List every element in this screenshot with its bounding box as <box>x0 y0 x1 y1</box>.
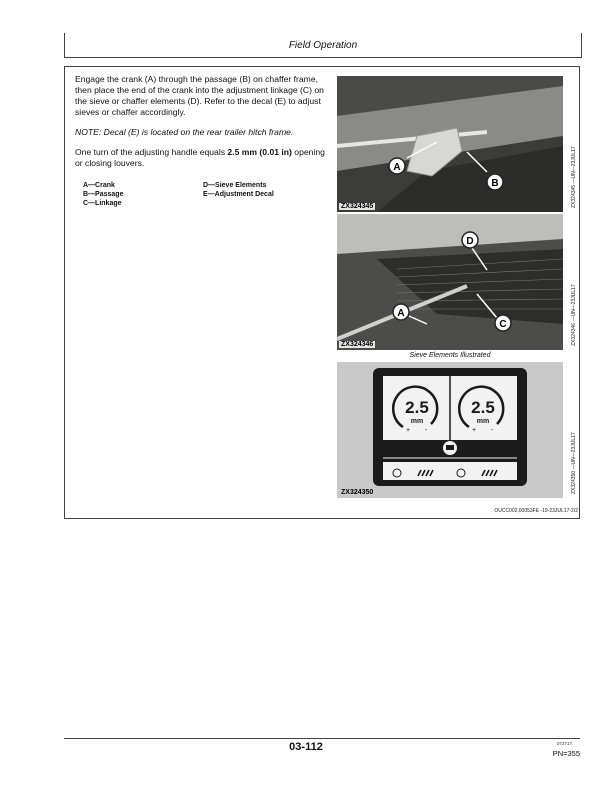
part-number: PN=355 <box>552 749 580 758</box>
legend-e: E—Adjustment Decal <box>203 191 274 198</box>
instruction-text <box>75 74 325 178</box>
svg-text:+: + <box>405 427 411 434</box>
figure-crank-passage <box>337 76 563 212</box>
page-number: 03-112 <box>289 741 323 753</box>
svg-text:-: - <box>424 427 428 434</box>
legend-c: C—Linkage <box>83 200 122 207</box>
svg-text:A: A <box>393 162 401 173</box>
paragraph-turn: One turn of the adjusting handle equals 2.5 mm (0.01 in) opening or closing louvers. <box>75 147 325 168</box>
decal-value-left: 2.5 <box>405 398 429 417</box>
svg-text:+: + <box>471 427 477 434</box>
reference-code: OUCC002,00053FE -19-23JUL17-2/2 <box>494 508 578 514</box>
paragraph-crank: Engage the crank (A) through the passage (B) on chaffer frame, then place the end of the crank into the adjustment linkage (C) on the sieve or chaffer elements (D). Refer to the decal (E) to adjust sieves or chaffer accordingly. <box>75 74 324 117</box>
svg-text:D: D <box>466 236 474 247</box>
turn-value: 2.5 mm (0.01 in) <box>227 147 292 157</box>
figure-adjustment-decal <box>337 362 563 498</box>
svg-text:C: C <box>499 319 507 330</box>
svg-text:mm: mm <box>476 418 490 425</box>
figure-side-id: ZX324350 —UN—23JUL17 <box>571 432 577 494</box>
figure-code: ZX324345 <box>341 203 374 210</box>
svg-text:-: - <box>490 427 494 434</box>
legend-b: B—Passage <box>83 191 124 198</box>
svg-text:mm: mm <box>410 418 424 425</box>
header-frame <box>64 33 582 58</box>
svg-text:A: A <box>397 308 405 319</box>
note-decal: NOTE: Decal (E) is located on the rear trailer hitch frame. <box>75 127 294 137</box>
page-header-title: Field Operation <box>288 40 358 51</box>
footer-rule <box>64 738 580 739</box>
figure-code: ZX324350 <box>341 489 374 496</box>
figure-code: ZX324346 <box>341 341 374 348</box>
footer-date: 072717 <box>556 741 572 746</box>
figure-caption: Sieve Elements Illustrated <box>409 352 491 359</box>
svg-text:B: B <box>491 178 499 189</box>
figure-side-id: ZX324345 —UN—23JUL17 <box>571 146 577 208</box>
figure-sieve-elements <box>337 214 563 350</box>
legend-d: D—Sieve Elements <box>203 182 267 189</box>
figure-side-id: ZX324346 —UN—23JUL17 <box>571 284 577 346</box>
decal-value-right: 2.5 <box>471 398 495 417</box>
legend-a: A—Crank <box>83 182 115 189</box>
